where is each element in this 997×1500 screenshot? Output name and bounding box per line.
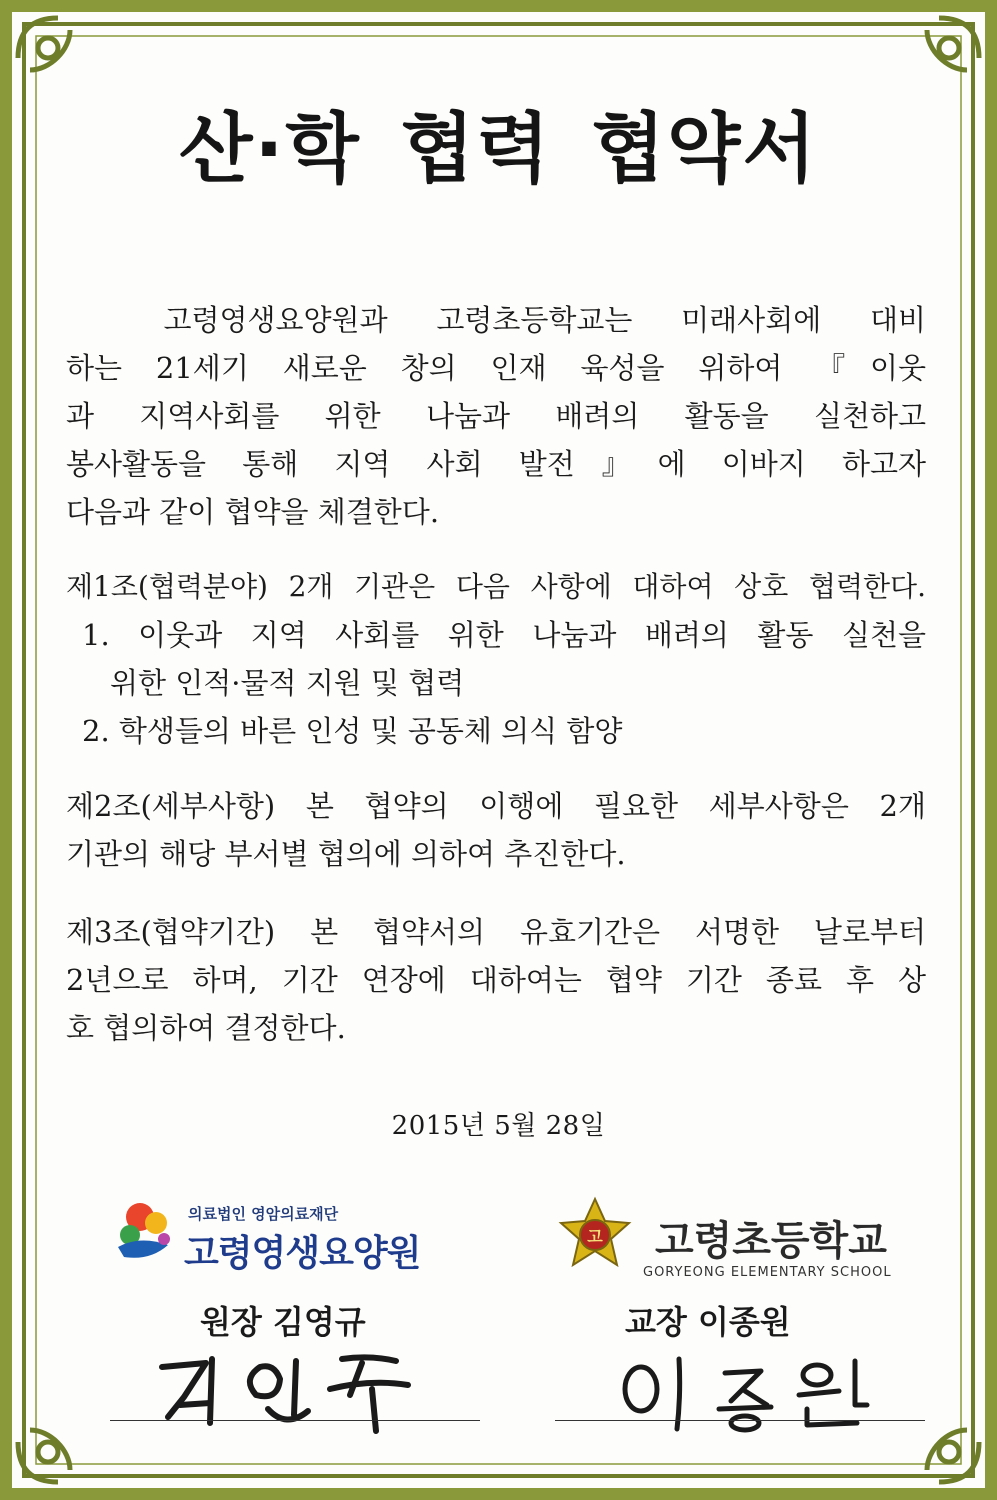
school-name-english: GORYEONG ELEMENTARY SCHOOL	[643, 1265, 892, 1280]
article-2-line: 제2조(세부사항) 본 협약의 이행에 필요한 세부사항은 2개	[66, 789, 926, 823]
article-3-line: 2년으로 하며, 기간 연장에 대하여는 협약 기간 종료 후 상	[66, 963, 926, 997]
signature-line-left	[110, 1420, 480, 1421]
intro-line: 봉사활동을 통해 지역 사회 발전』에 이바지 하고자	[66, 447, 926, 481]
intro-paragraph	[66, 296, 926, 536]
signing-date: 2015년 5월 28일	[391, 1111, 606, 1141]
signature-kim	[110, 1345, 490, 1435]
corner-ornament-br	[927, 1430, 979, 1482]
school-name: 고령초등학교	[655, 1218, 887, 1264]
title-word-1: 산·학	[179, 104, 361, 193]
article-1-heading: 제1조(협력분야) 2개 기관은 다음 사항에 대하여 상호 협력한다.	[66, 570, 926, 603]
care-home-foundation: 의료법인 영암의료재단	[188, 1205, 339, 1223]
care-home-name: 고령영생요양원	[184, 1233, 421, 1274]
article-3-line: 제3조(협약기간) 본 협약서의 유효기간은 서명한 날로부터	[66, 915, 926, 949]
article-2-line: 기관의 해당 부서별 협의에 의하여 추진한다.	[66, 837, 626, 871]
intro-line: 다음과 같이 협약을 체결한다.	[66, 495, 440, 529]
intro-line: 하는 21세기 새로운 창의 인재 육성을 위하여 『이웃	[66, 351, 926, 385]
article-3-line: 호 협의하여 결정한다.	[66, 1011, 346, 1045]
corner-ornament-tl	[18, 18, 70, 70]
signature-lee	[555, 1345, 935, 1435]
article-3	[66, 908, 926, 1052]
article-1-item-2: 2. 학생들의 바른 인성 및 공동체 의식 함양	[82, 714, 623, 748]
title-word-3: 협약서	[591, 104, 818, 193]
article-1-item-1: 1. 이웃과 지역 사회를 위한 나눔과 배려의 활동 실천을	[82, 618, 926, 652]
intro-line: 고령영생요양원과 고령초등학교는 미래사회에 대비	[66, 303, 926, 337]
signature-line-right	[555, 1420, 925, 1421]
article-1-item-1-cont: 위한 인적·물적 지원 및 협력	[110, 666, 465, 700]
article-2	[66, 782, 926, 878]
title-word-2: 협력	[400, 104, 552, 193]
document-title	[0, 88, 997, 197]
corner-ornament-bl	[18, 1430, 70, 1482]
intro-line: 과 지역사회를 위한 나눔과 배려의 활동을 실천하고	[66, 399, 926, 433]
school-signer: 교장 이종원	[625, 1303, 791, 1341]
corner-ornament-tr	[927, 18, 979, 70]
school-emblem-text: 고	[587, 1227, 603, 1246]
care-home-logo-icon	[110, 1195, 182, 1267]
care-home-signer: 원장 김영규	[200, 1303, 366, 1341]
school-emblem-icon	[555, 1195, 635, 1275]
article-1	[66, 563, 926, 755]
